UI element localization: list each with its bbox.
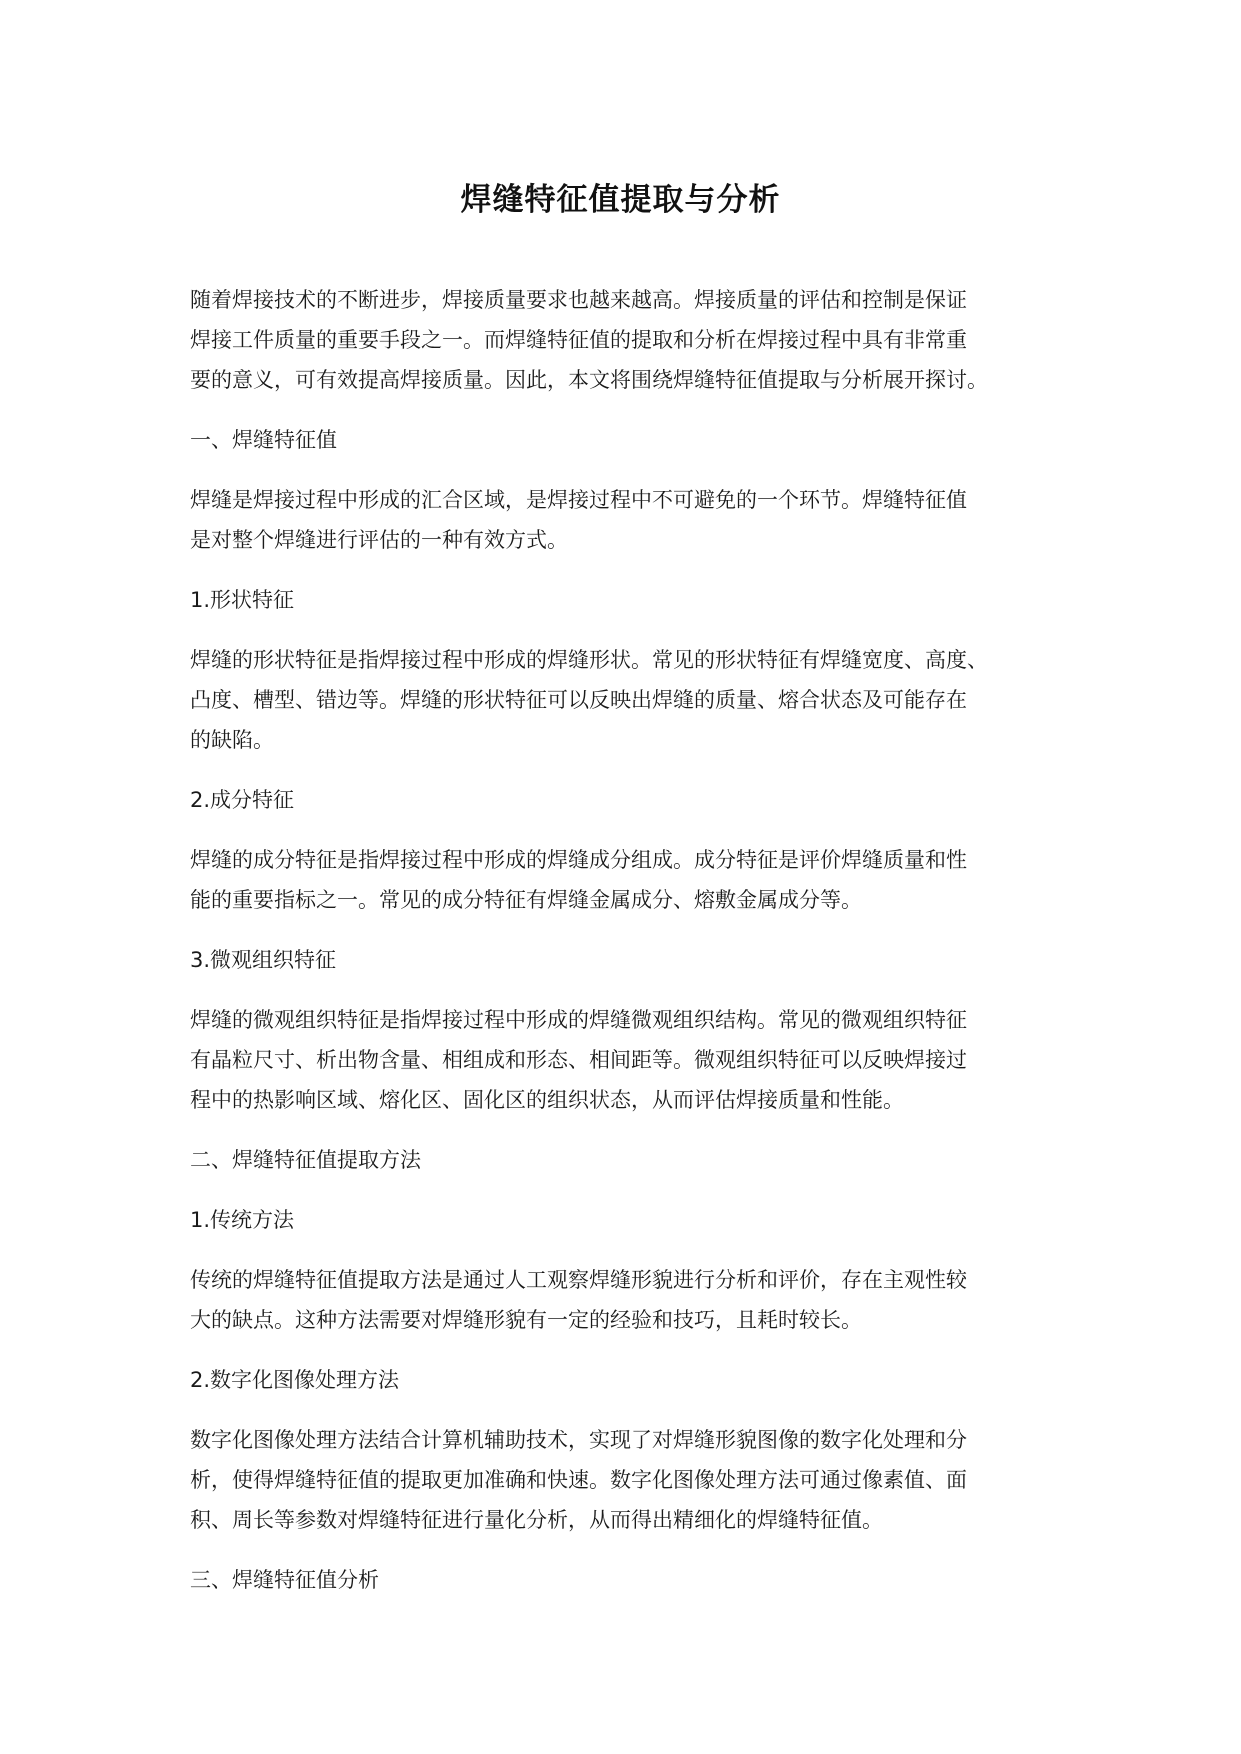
section-heading (190, 940, 1070, 980)
heading-text: 3.微观组织特征 (190, 948, 337, 972)
paragraph-line: 有晶粒尺寸、析出物含量、相组成和形态、相间距等。微观组织特征可以反映焊接过 (190, 1048, 967, 1072)
heading-text: 2.成分特征 (190, 788, 295, 812)
section-heading (190, 420, 1070, 460)
document-body (190, 280, 1070, 1620)
section-heading (190, 580, 1070, 620)
heading-text: 一、焊缝特征值 (190, 428, 337, 452)
paragraph-line: 随着焊接技术的不断进步，焊接质量要求也越来越高。焊接质量的评估和控制是保证 (190, 288, 967, 312)
paragraph-line: 焊缝的成分特征是指焊接过程中形成的焊缝成分组成。成分特征是评价焊缝质量和性 (190, 848, 967, 872)
paragraph-line: 能的重要指标之一。常见的成分特征有焊缝金属成分、熔敷金属成分等。 (190, 888, 862, 912)
paragraph (190, 1260, 1070, 1340)
paragraph-line: 凸度、槽型、错边等。焊缝的形状特征可以反映出焊缝的质量、熔合状态及可能存在 (190, 688, 967, 712)
paragraph (190, 640, 1070, 760)
paragraph (190, 280, 1070, 400)
heading-text: 1.形状特征 (190, 588, 295, 612)
heading-text: 三、焊缝特征值分析 (190, 1568, 379, 1592)
paragraph (190, 1420, 1070, 1540)
paragraph-line: 积、周长等参数对焊缝特征进行量化分析，从而得出精细化的焊缝特征值。 (190, 1508, 883, 1532)
heading-text: 二、焊缝特征值提取方法 (190, 1148, 421, 1172)
section-heading (190, 1200, 1070, 1240)
heading-text: 1.传统方法 (190, 1208, 295, 1232)
paragraph-line: 是对整个焊缝进行评估的一种有效方式。 (190, 528, 568, 552)
heading-text: 2.数字化图像处理方法 (190, 1368, 400, 1392)
section-heading (190, 1560, 1070, 1600)
paragraph (190, 480, 1070, 560)
paragraph-line: 的缺陷。 (190, 728, 274, 752)
paragraph-line: 要的意义，可有效提高焊接质量。因此，本文将围绕焊缝特征值提取与分析展开探讨。 (190, 368, 988, 392)
document-title: 焊缝特征值提取与分析 (460, 182, 781, 218)
paragraph (190, 1000, 1070, 1120)
paragraph-line: 程中的热影响区域、熔化区、固化区的组织状态，从而评估焊接质量和性能。 (190, 1088, 904, 1112)
paragraph-line: 大的缺点。这种方法需要对焊缝形貌有一定的经验和技巧，且耗时较长。 (190, 1308, 862, 1332)
paragraph-line: 焊接工件质量的重要手段之一。而焊缝特征值的提取和分析在焊接过程中具有非常重 (190, 328, 967, 352)
paragraph (190, 840, 1070, 920)
paragraph-line: 传统的焊缝特征值提取方法是通过人工观察焊缝形貌进行分析和评价，存在主观性较 (190, 1268, 967, 1292)
section-heading (190, 1140, 1070, 1180)
section-heading (190, 1360, 1070, 1400)
section-heading (190, 780, 1070, 820)
paragraph-line: 析，使得焊缝特征值的提取更加准确和快速。数字化图像处理方法可通过像素值、面 (190, 1468, 967, 1492)
paragraph-line: 数字化图像处理方法结合计算机辅助技术，实现了对焊缝形貌图像的数字化处理和分 (190, 1428, 967, 1452)
paragraph-line: 焊缝的形状特征是指焊接过程中形成的焊缝形状。常见的形状特征有焊缝宽度、高度、 (190, 648, 988, 672)
paragraph-line: 焊缝是焊接过程中形成的汇合区域，是焊接过程中不可避免的一个环节。焊缝特征值 (190, 488, 967, 512)
paragraph-line: 焊缝的微观组织特征是指焊接过程中形成的焊缝微观组织结构。常见的微观组织特征 (190, 1008, 967, 1032)
